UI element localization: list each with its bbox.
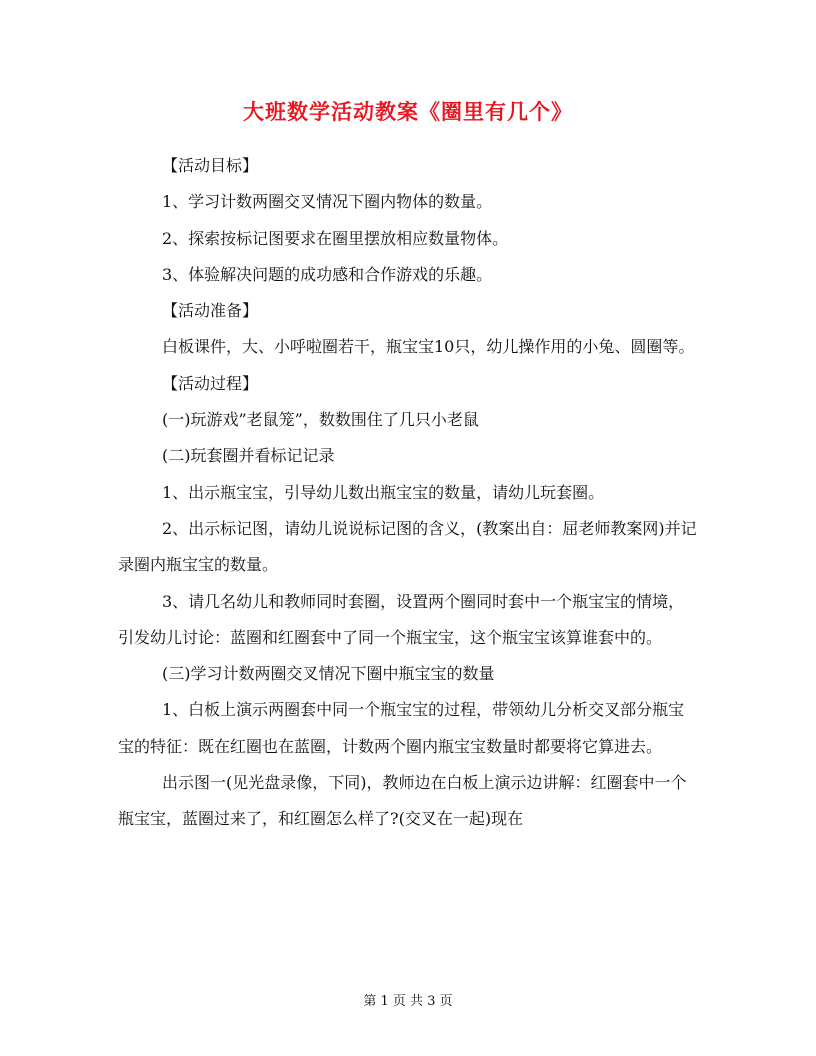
process-item: 1、出示瓶宝宝，引导幼儿数出瓶宝宝的数量，请幼儿玩套圈。 bbox=[162, 482, 605, 502]
goal-item-1: 1、学习计数两圈交叉情况下圈内物体的数量。 bbox=[162, 192, 493, 212]
process-item: 3、请几名幼儿和教师同时套圈，设置两个圈同时套中一个瓶宝宝的情境，引发幼儿讨论：蓝圈和红圈套中了同一个瓶宝宝，这个瓶宝宝该算谁套中的。 bbox=[118, 591, 685, 647]
process-step-2: (二)玩套圈并看标记记录 bbox=[162, 446, 335, 466]
page-number: 第 1 页 共 3 页 bbox=[363, 994, 453, 1009]
process-item: 2、出示标记图，请幼儿说说标记图的含义，(教案出自：屈老师教案网)并记录圈内瓶宝宝的数量。 bbox=[118, 518, 697, 575]
document-body bbox=[118, 148, 698, 838]
process-step-1: (一)玩游戏”老鼠笼”，数数围住了几只小老鼠 bbox=[162, 410, 479, 430]
section-heading-preparation: 【活动准备】 bbox=[162, 301, 259, 321]
section-heading-goals: 【活动目标】 bbox=[162, 156, 259, 175]
section-heading-process: 【活动过程】 bbox=[162, 373, 259, 393]
process-step-3: (三)学习计数两圈交叉情况下圈中瓶宝宝的数量 bbox=[162, 664, 495, 684]
process-item: 1、白板上演示两圈套中同一个瓶宝宝的过程，带领幼儿分析交叉部分瓶宝宝的特征：既在红圈也在蓝圈，计数两个圈内瓶宝宝数量时都要将它算进去。 bbox=[118, 700, 685, 756]
goal-item-2: 2、探索按标记图要求在圈里摆放相应数量物体。 bbox=[162, 228, 509, 248]
document-title: 大班数学活动教案《圈里有几个》 bbox=[243, 99, 573, 124]
process-item: 出示图一(见光盘录像，下同)，教师边在白板上演示边讲解：红圈套中一个瓶宝宝，蓝圈过来了，和红圈怎么样了?(交叉在一起)现在 bbox=[118, 773, 687, 829]
goal-item-3: 3、体验解决问题的成功感和合作游戏的乐趣。 bbox=[162, 264, 493, 284]
preparation-text: 白板课件，大、小呼啦圈若干，瓶宝宝10只，幼儿操作用的小兔、圆圈等。 bbox=[162, 337, 695, 357]
